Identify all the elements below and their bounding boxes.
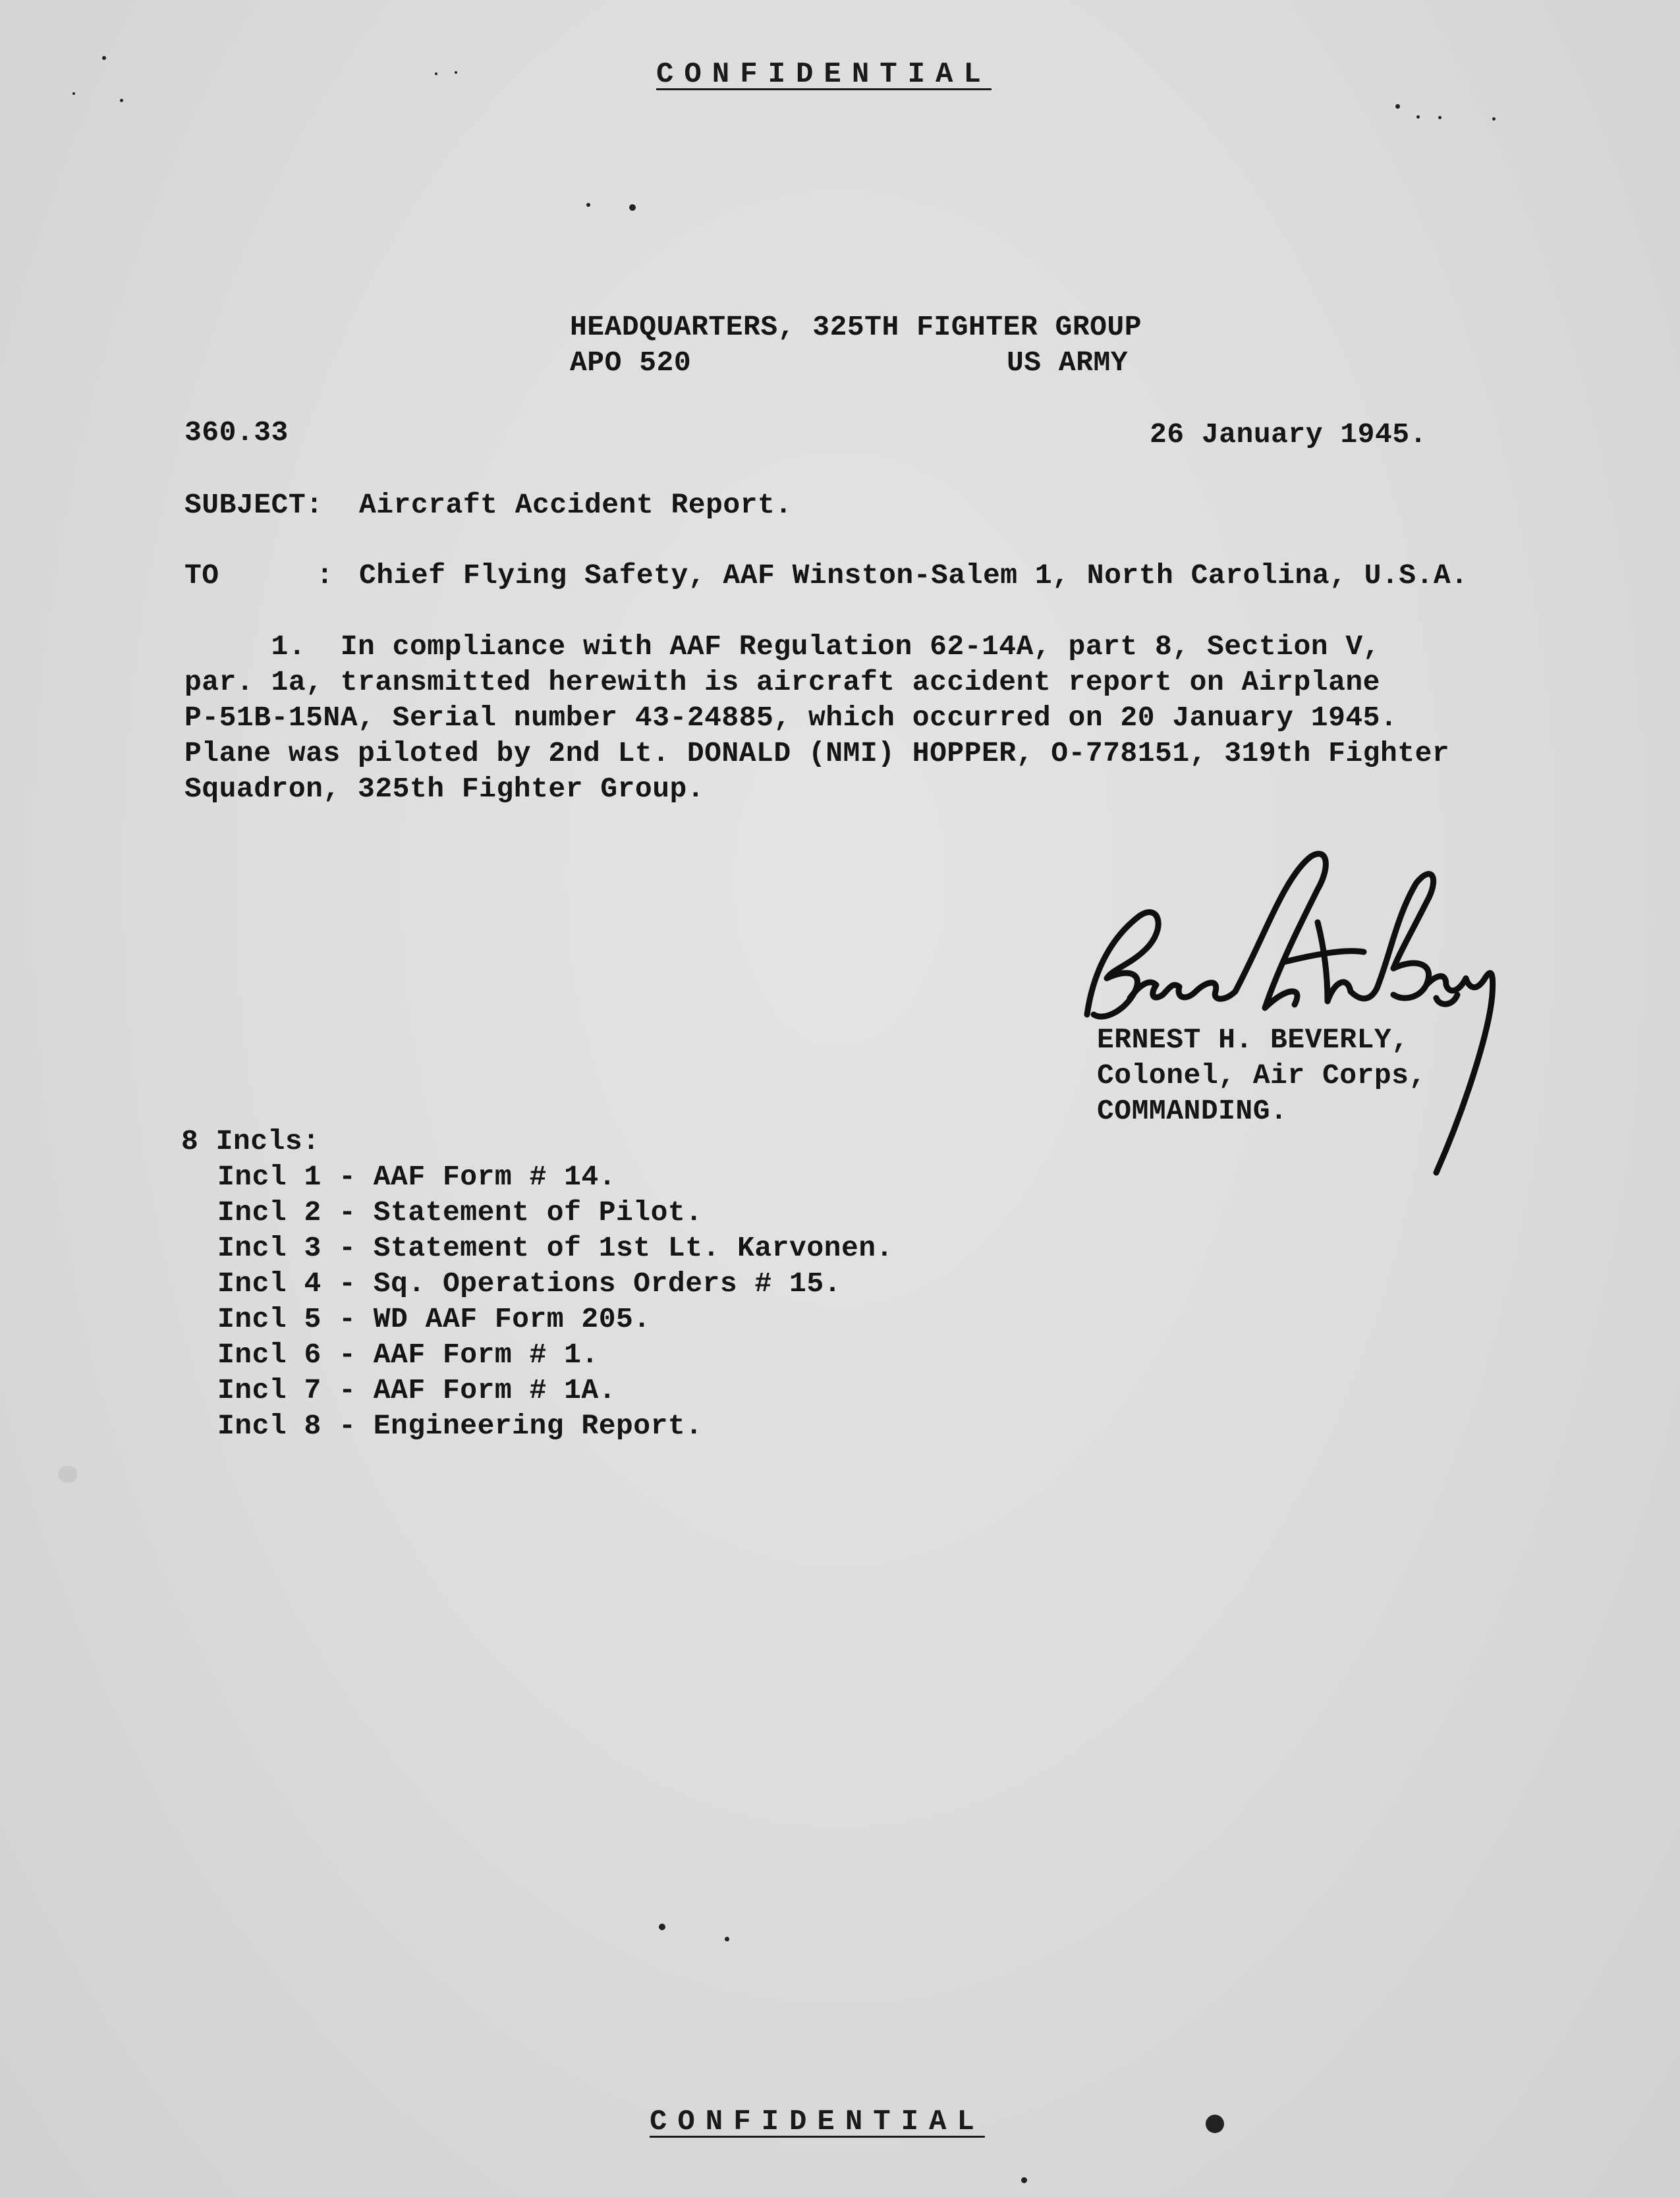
scan-speck — [120, 99, 123, 102]
enclosure-item: Incl 3 - Statement of 1st Lt. Karvonen. — [217, 1232, 893, 1264]
header-unit: HEADQUARTERS, 325TH FIGHTER GROUP — [570, 311, 1142, 343]
subject-value: Aircraft Accident Report. — [359, 489, 793, 521]
scan-speck — [586, 203, 590, 207]
scan-speck — [102, 56, 106, 60]
handwritten-signature — [1067, 837, 1502, 1192]
enclosure-item: Incl 7 - AAF Form # 1A. — [217, 1374, 616, 1406]
scan-speck — [58, 1466, 78, 1483]
enclosure-item: Incl 6 - AAF Form # 1. — [217, 1339, 599, 1371]
enclosure-item: Incl 2 - Statement of Pilot. — [217, 1196, 703, 1229]
body-line: Squadron, 325th Fighter Group. — [184, 773, 705, 805]
scan-speck — [1416, 115, 1420, 119]
scan-speck — [725, 1937, 729, 1941]
scan-speck — [1021, 2177, 1027, 2183]
body-line: P-51B-15NA, Serial number 43-24885, which occurred on 20 January 1945. — [184, 702, 1398, 734]
classification-bottom: CONFIDENTIAL — [650, 2105, 985, 2138]
scan-speck — [629, 204, 636, 211]
scan-speck — [455, 71, 457, 74]
enclosure-item: Incl 8 - Engineering Report. — [217, 1410, 703, 1442]
signer-title: COMMANDING. — [1097, 1095, 1288, 1127]
enclosure-item: Incl 1 - AAF Form # 14. — [217, 1161, 616, 1193]
document-date: 26 January 1945. — [1150, 418, 1427, 451]
body-line: 1. In compliance with AAF Regulation 62-14A, part 8, Section V, — [184, 630, 1380, 663]
scan-speck — [1206, 2115, 1224, 2133]
header-apo: APO 520 — [570, 347, 692, 379]
body-line: par. 1a, transmitted herewith is aircraft accident report on Airplane — [184, 666, 1380, 698]
body-line: Plane was piloted by 2nd Lt. DONALD (NMI) HOPPER, O-778151, 319th Fighter — [184, 737, 1450, 769]
scan-speck — [435, 72, 437, 75]
scan-speck — [659, 1924, 665, 1930]
header-service: US ARMY — [1007, 347, 1129, 379]
to-label: TO — [184, 559, 219, 592]
file-number: 360.33 — [184, 416, 289, 449]
scan-speck — [1492, 117, 1496, 121]
subject-label: SUBJECT: — [184, 489, 323, 521]
classification-top: CONFIDENTIAL — [656, 58, 992, 91]
enclosure-item: Incl 4 - Sq. Operations Orders # 15. — [217, 1267, 841, 1300]
scan-speck — [1438, 116, 1442, 119]
scan-speck — [72, 92, 75, 95]
signer-name: ERNEST H. BEVERLY, — [1097, 1024, 1409, 1056]
signer-rank: Colonel, Air Corps, — [1097, 1059, 1426, 1092]
scan-speck — [1395, 104, 1400, 109]
enclosures-heading: 8 Incls: — [181, 1125, 320, 1157]
enclosure-item: Incl 5 - WD AAF Form 205. — [217, 1303, 651, 1335]
to-value: Chief Flying Safety, AAF Winston-Salem 1, North Carolina, U.S.A. — [359, 559, 1469, 592]
to-separator: : — [316, 559, 334, 592]
